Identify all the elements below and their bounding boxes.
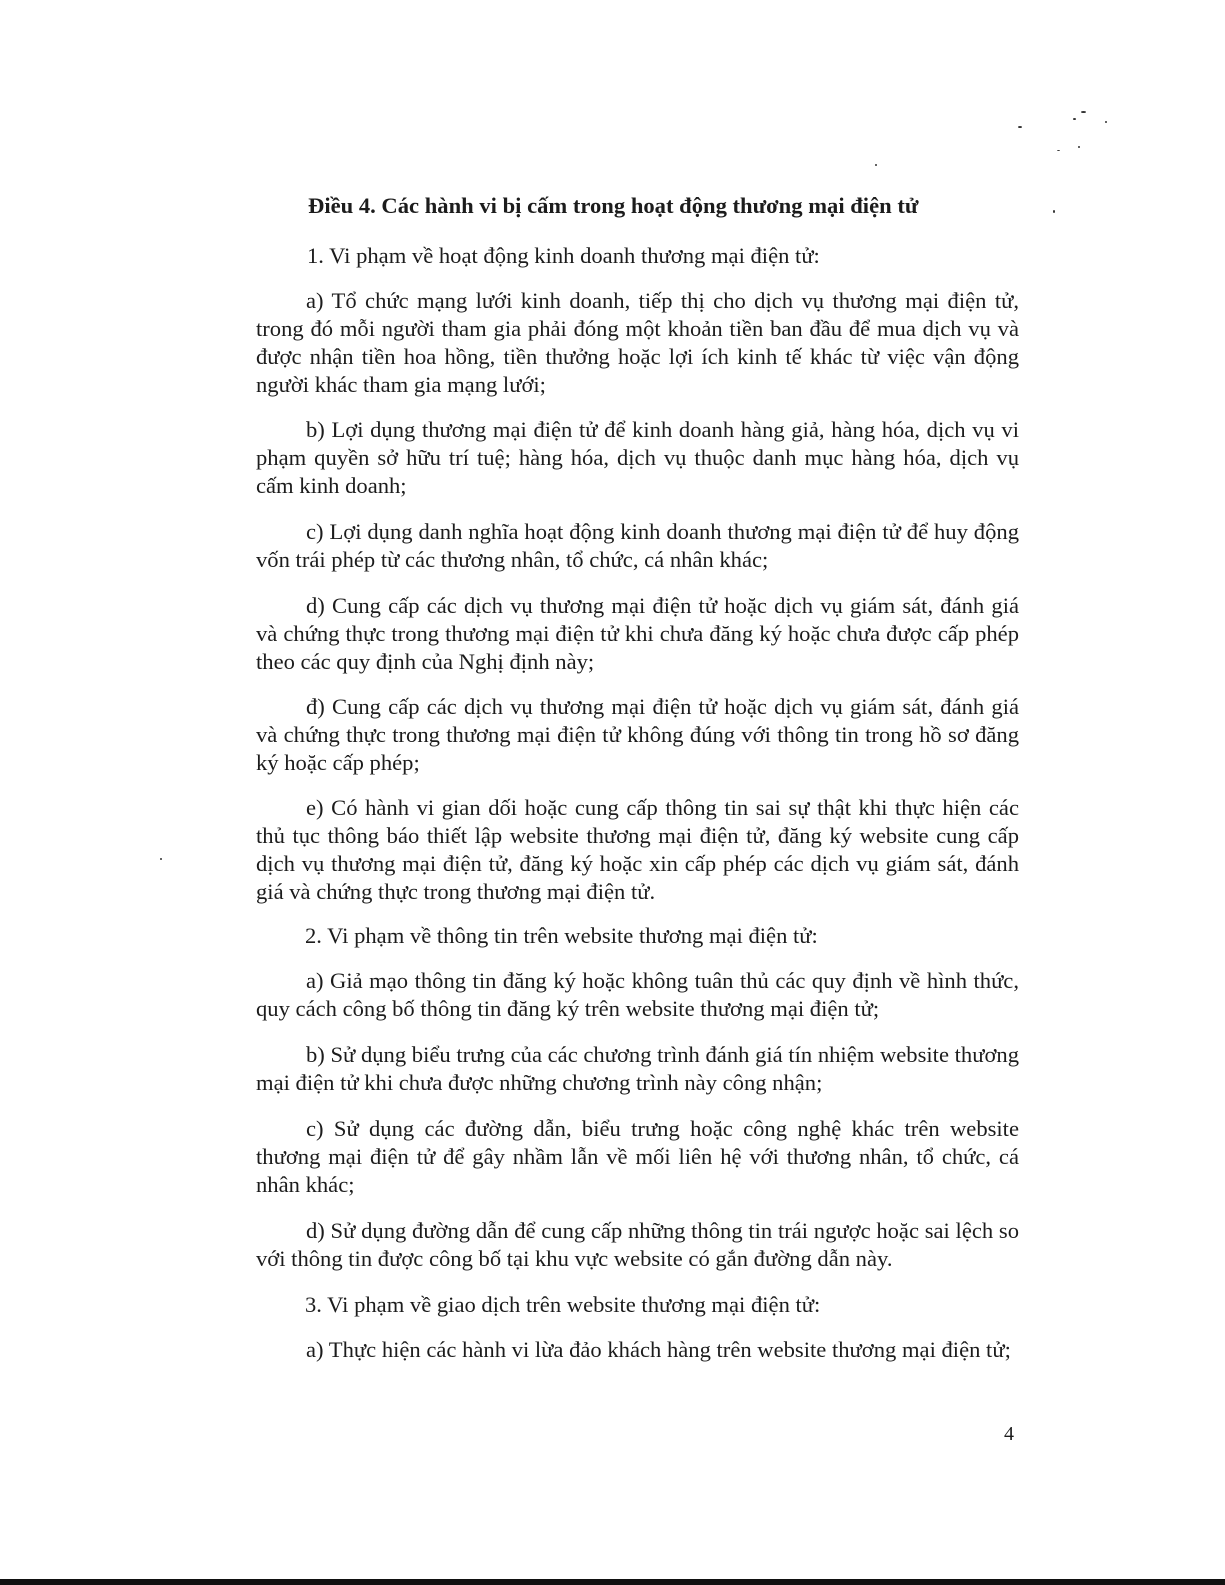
scan-speck — [1018, 126, 1022, 128]
paragraph-2a: a) Giả mạo thông tin đăng ký hoặc không tuân thủ các quy định về hình thức, quy cách công bố thông tin đăng ký trên website thương mại điện tử; — [256, 968, 1019, 1021]
paragraph-section-3: 3. Vi phạm về giao dịch trên website thương mại điện tử: — [305, 1292, 821, 1317]
scan-speck — [1105, 121, 1107, 123]
paragraph-1c: c) Lợi dụng danh nghĩa hoạt động kinh doanh thương mại điện tử để huy động vốn trái phép từ các thương nhân, tổ chức, cá nhân khác; — [256, 519, 1019, 572]
paragraph-3a: a) Thực hiện các hành vi lừa đảo khách hàng trên website thương mại điện tử; — [306, 1337, 1011, 1362]
scan-speck — [160, 858, 162, 860]
paragraph-1a: a) Tổ chức mạng lưới kinh doanh, tiếp thị cho dịch vụ thương mại điện tử, trong đó mỗi người tham gia phải đóng một khoản tiền ban đầu để mua dịch vụ và được nhận tiền hoa hồng, tiền thưởng hoặc lợi ích kinh tế khác từ việc vận động người khác tham gia mạng lưới; — [256, 288, 1019, 397]
scan-speck — [875, 164, 877, 166]
scan-speck — [1078, 146, 1080, 148]
scan-speck — [1057, 150, 1060, 151]
paragraph-2c: c) Sử dụng các đường dẫn, biểu trưng hoặc công nghệ khác trên website thương mại điện tử để gây nhầm lẫn về mối liên hệ với thương nhân, tổ chức, cá nhân khác; — [256, 1116, 1019, 1197]
page-number: 4 — [1004, 1423, 1014, 1445]
scan-edge — [0, 1579, 1225, 1585]
paragraph-1d: d) Cung cấp các dịch vụ thương mại điện tử hoặc dịch vụ giám sát, đánh giá và chứng thực trong thương mại điện tử khi chưa đăng ký hoặc chưa được cấp phép theo các quy định của Nghị định này; — [256, 593, 1019, 674]
paragraph-2d: d) Sử dụng đường dẫn để cung cấp những thông tin trái ngược hoặc sai lệch so với thông tin được công bố tại khu vực website có gắn đường dẫn này. — [256, 1218, 1019, 1271]
scan-speck — [1073, 118, 1076, 120]
scan-speck — [1081, 111, 1086, 113]
paragraph-1e: e) Có hành vi gian dối hoặc cung cấp thông tin sai sự thật khi thực hiện các thủ tục thông báo thiết lập website thương mại điện tử, đăng ký website cung cấp dịch vụ thương mại điện tử, đăng ký hoặc xin cấp phép các dịch vụ giám sát, đánh giá và chứng thực trong thương mại điện tử. — [256, 795, 1019, 904]
paragraph-section-1: 1. Vi phạm về hoạt động kinh doanh thương mại điện tử: — [307, 243, 820, 268]
paragraph-section-2: 2. Vi phạm về thông tin trên website thương mại điện tử: — [305, 923, 818, 948]
paragraph-1b: b) Lợi dụng thương mại điện tử để kinh doanh hàng giả, hàng hóa, dịch vụ vi phạm quyền sở hữu trí tuệ; hàng hóa, dịch vụ thuộc danh mục hàng hóa, dịch vụ cấm kinh doanh; — [256, 417, 1019, 498]
article-heading: Điều 4. Các hành vi bị cấm trong hoạt động thương mại điện tử — [308, 193, 919, 218]
paragraph-1dd: đ) Cung cấp các dịch vụ thương mại điện tử hoặc dịch vụ giám sát, đánh giá và chứng thực trong thương mại điện tử không đúng với thông tin trong hồ sơ đăng ký hoặc cấp phép; — [256, 694, 1019, 775]
paragraph-2b: b) Sử dụng biểu trưng của các chương trình đánh giá tín nhiệm website thương mại điện tử khi chưa được những chương trình này công nhận; — [256, 1042, 1019, 1095]
scan-speck — [1053, 210, 1055, 213]
